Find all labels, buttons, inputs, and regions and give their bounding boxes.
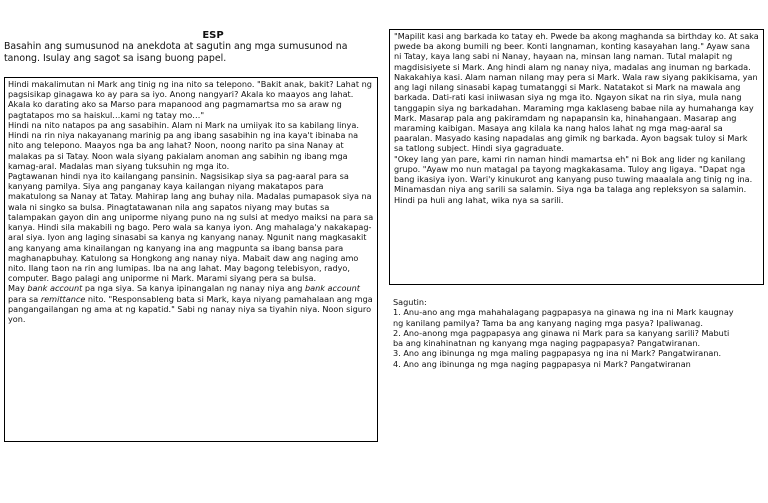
question-1-line-1: 1. Anu-ano ang mga mahahalagang pagpapasya na ginawa ng ina ni Mark kaugnay [393, 307, 734, 318]
story-text: pa nga siya. Sa kanya ipinangalan ng nanay niya ang [82, 283, 305, 294]
story-paragraph-4 [8, 283, 374, 324]
question-2-line-1: 2. Ano-anong mga pagpapasya ang ginawa ni Mark para sa kanyang sarili? Mabuti [393, 327, 730, 338]
questions-heading: Sagutin: [393, 297, 427, 307]
story-box-left [4, 77, 378, 442]
question-2-line-2: ba ang kinahinatnan ng kanyang mga naging pagpapasya? Pangatwiranan. [393, 338, 701, 349]
story-paragraph-1: Hindi makalimutan ni Mark ang tinig ng ina nito sa telepono. "Bakit anak, bakit? Lahat ng pagsisikap ginagawa ko ay para sa iyo. Anong nangyari? Akala ko maayos ang lahat. Akala ko darating ako sa Marso para mapanood ang pagmamartsa mo sa araw ng pagtatapos mo sa haiskul…kami ng tatay mo…" [8, 79, 372, 120]
question-1-line-2: ng kanilang pamilya? Tama ba ang kanyang naging mga pasya? Ipaliwanag. [393, 317, 703, 328]
story-box-right [389, 29, 764, 285]
story-paragraph-2: Hindi na nito natapos pa ang sasabihin. Alam ni Mark na umiiyak ito sa kabilang linya. Hindi na rin niya nakayanang marinig pa ang ibang sasabihin ng ina kaya't ibinaba na nito ang telepono. Maayos nga ba ang lahat? Noon, noong narito pa sina Nanay at malakas pa si Tatay. Noon wala siyang pakialam anoman ang sabihin ng ibang mga kamag-aral. Madalas man siyang tuksuhin ng mga ito. [8, 119, 359, 171]
story-emphasis: bank account [27, 283, 83, 294]
question-3: 3. Ano ang ibinunga ng mga maling pagpapasya ng ina ni Mark? Pangatwiranan. [393, 348, 722, 359]
story-text: para sa [8, 293, 41, 304]
story-paragraph-3: Pagtawanan hindi nya ito kailangang pansinin. Nagsisikap siya sa pag-aaral para sa kanyang pamilya. Siya ang panganay kaya kailangan niyang makatapos para makatulong sa Nanay at Tatay. Mahirap lang ang buhay nila. Madalas pumapasok siya na wala ni singko sa bulsa. Pinagtatawanan nila ang sapatos niyang may butas sa talampakan gayon din ang uniporme niyang puno na ng sulsi at medyo maiksi na para sa kanya. Hindi sila makabili ng bago. Pero wala sa kanya iyon. Ang mahalaga'y nakakapag-aral siya. Iyon ang laging sinasabi sa kanya ng kanyang nanay. Ngunit nang magkasakit ang kanyang ama kinailangan ng kanyang ina ang magpunta sa ibang bansa para maghanapbuhay. Katulong sa Hongkong ang nanay niya. Mabait daw ang naging amo nito. Ilang taon na rin ang lumipas. Iba na ang lahat. May bagong telebisyon, radyo, computer. Bago palagi ang uniporme ni Mark. Marami siyang pera sa bulsa. [8, 170, 374, 284]
story-text: nito. "Responsableng bata si Mark, kaya niyang pamahalaan ang mga pangangailangan ng ama at ng kapatid." Sabi ng nanay niya sa tiyahin niya. Noon siguro yon. [8, 293, 373, 325]
story-emphasis: bank account [304, 283, 360, 294]
story-emphasis: remittance [40, 293, 86, 304]
instructions: Basahin ang sumusunod na anekdota at sagutin ang mga sumusunod na tanong. Isulay ang sagot sa isang buong papel. [4, 41, 348, 64]
story-paragraph-6: "Okey lang yan pare, kami rin naman hindi mamartsa eh" ni Bok ang lider ng kanilang grupo. "Ayaw mo nun matagal pa tayong magkakasama. Tuloy ang ligaya. "Dapat nga bang ikasiya iyon. Wari'y kinukurot ang kanyang puso tuwing maaalala ang tinig ng ina. Minamasdan niya ang sarili sa salamin. Siya nga ba talaga ang repleksyon sa salamin. Hindi pa huli ang lahat, wika nya sa sarili. [394, 153, 753, 205]
story-paragraph-5-continued: "Mapilit kasi ang barkada ko tatay eh. Pwede ba akong maghanda sa birthday ko. At saka pwede ba akong bumili ng beer. Konti langnaman, konting kasayahan lang." Ayaw sana ni Tatay, kaya lang sabi ni Nanay, hayaan na, minsan lang naman. Tutal malapit ng magdisisiyete si Mark. Ang hindi alam ng nanay niya, madalas ang inuman ng barkada. Nakakahiya kasi. Alam naman nilang may pera si Mark. Wala raw siyang pakikisama, yan ang lagi nilang sinasabi kapag tumatanggi si Mark. Natatakot si Mark na mawala ang barkada. Dati-rati kasi iniiwasan siya ng mga ito. Ngayon sikat na rin siya, mula nang tanggapin siya ng barkadahan. Maraming mga kaklaseng babae nila ay humahanga kay Mark. Masarap pala ang pakiramdam ng napapansin ka, hinahangaan. Masarap ang maraming kaibigan. Masaya ang kilala ka nang halos lahat ng mga mag-aaral sa paaralan. Masyado kasing napadalas ang gimik ng barkada. Ayon bagsak tuloy si Mark sa tatlong subject. Hindi siya gagraduate. [394, 31, 759, 154]
document-title: ESP [202, 30, 224, 41]
questions-section [393, 297, 761, 369]
story-text: May [8, 283, 28, 294]
question-4: 4. Ano ang ibinunga ng mga naging pagpapasya ni Mark? Pangatwiranan [393, 358, 691, 369]
